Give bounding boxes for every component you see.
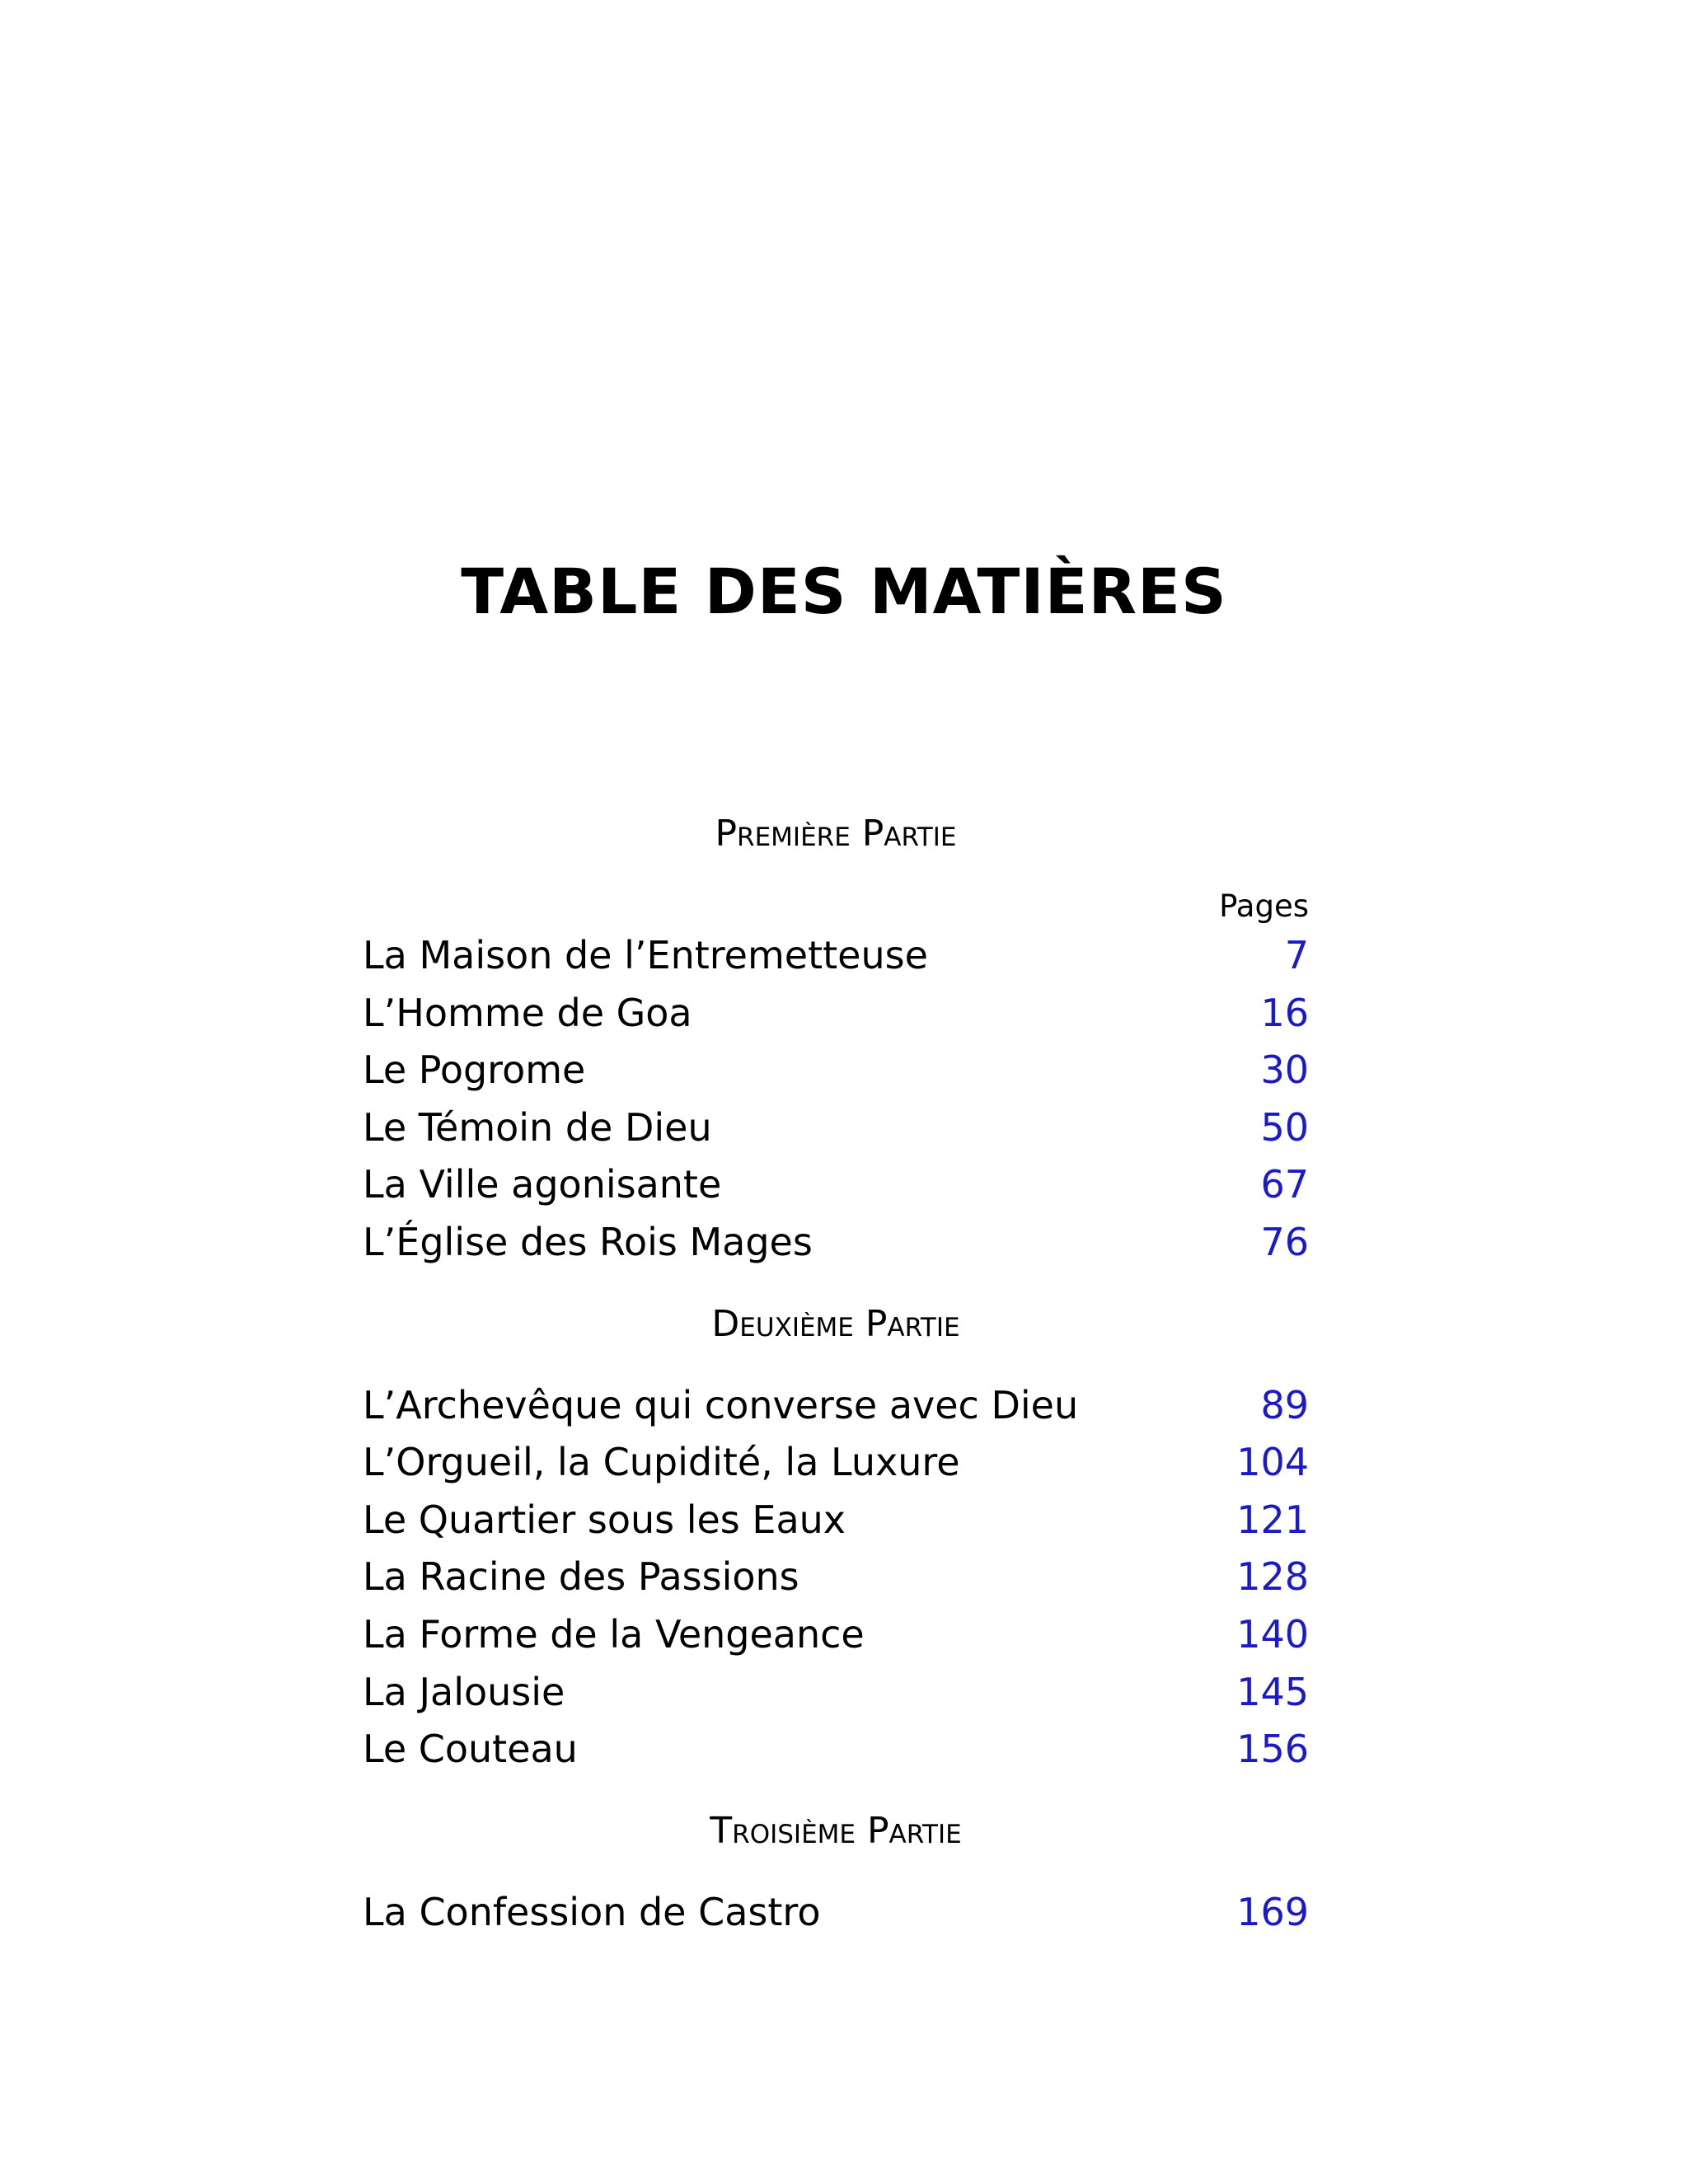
entry-page-number[interactable]: 76 [1260,1219,1309,1264]
entry-page-number[interactable]: 156 [1236,1727,1309,1772]
toc-entry[interactable] [363,1377,1309,1435]
toc-entry[interactable] [363,985,1309,1043]
entry-title: La Ville agonisante [363,1162,722,1207]
entry-title: Le Couteau [363,1727,578,1772]
entry-page-number[interactable]: 16 [1260,990,1309,1035]
entry-page-number[interactable]: 121 [1236,1497,1309,1542]
entry-page-number[interactable]: 145 [1236,1669,1309,1714]
entry-page-number[interactable]: 7 [1284,933,1309,977]
pages-column-label: Pages [1219,888,1309,924]
page-title: TABLE DES MATIÈRES [461,555,1227,628]
spacer [363,1779,1309,1808]
toc-entry[interactable] [363,1042,1309,1099]
entry-page-number[interactable]: 140 [1236,1611,1309,1657]
entry-title: Le Quartier sous les Eaux [363,1497,846,1542]
entry-title: La Racine des Passions [363,1554,799,1600]
entry-page-number[interactable]: 169 [1236,1889,1309,1934]
toc-entry[interactable] [363,1156,1309,1214]
spacer [363,1347,1309,1377]
toc-entry[interactable] [363,1099,1309,1157]
part-2-entries [363,1377,1309,1779]
toc-entry[interactable] [363,927,1309,985]
entry-title: L’Orgueil, la Cupidité, la Luxure [363,1440,960,1485]
entry-page-number[interactable]: 50 [1260,1104,1309,1150]
entry-page-number[interactable]: 128 [1236,1554,1309,1600]
part-heading-2: Deuxième Partie [711,1302,960,1345]
toc-entry[interactable] [363,1664,1309,1722]
entry-title: L’Homme de Goa [363,990,692,1035]
entry-title: L’Église des Rois Mages [363,1219,813,1264]
entry-title: La Confession de Castro [363,1889,821,1934]
entry-title: L’Archevêque qui converse avec Dieu [363,1382,1079,1427]
toc-entry[interactable] [363,1721,1309,1779]
entry-title: Le Témoin de Dieu [363,1104,712,1150]
entry-title: La Jalousie [363,1669,565,1714]
part-heading-3: Troisième Partie [710,1809,962,1852]
entry-page-number[interactable]: 30 [1260,1047,1309,1093]
toc-entry[interactable] [363,1549,1309,1606]
toc-entry[interactable] [363,1884,1309,1942]
entry-page-number[interactable]: 67 [1260,1162,1309,1207]
part-3-entries [363,1884,1309,1942]
entry-title: La Forme de la Vengeance [363,1611,865,1657]
toc-entry[interactable] [363,1214,1309,1272]
spacer [363,1272,1309,1301]
entry-title: La Maison de l’Entremetteuse [363,933,928,977]
part-heading-1: Première Partie [715,813,957,855]
toc-entry[interactable] [363,1606,1309,1664]
table-of-contents [363,811,1309,1941]
spacer [363,1854,1309,1884]
entry-title: Le Pogrome [363,1047,586,1093]
entry-page-number[interactable]: 104 [1236,1440,1309,1485]
toc-entry[interactable] [363,1434,1309,1492]
part-1-entries [363,927,1309,1272]
entry-page-number[interactable]: 89 [1260,1382,1309,1427]
toc-entry[interactable] [363,1492,1309,1549]
